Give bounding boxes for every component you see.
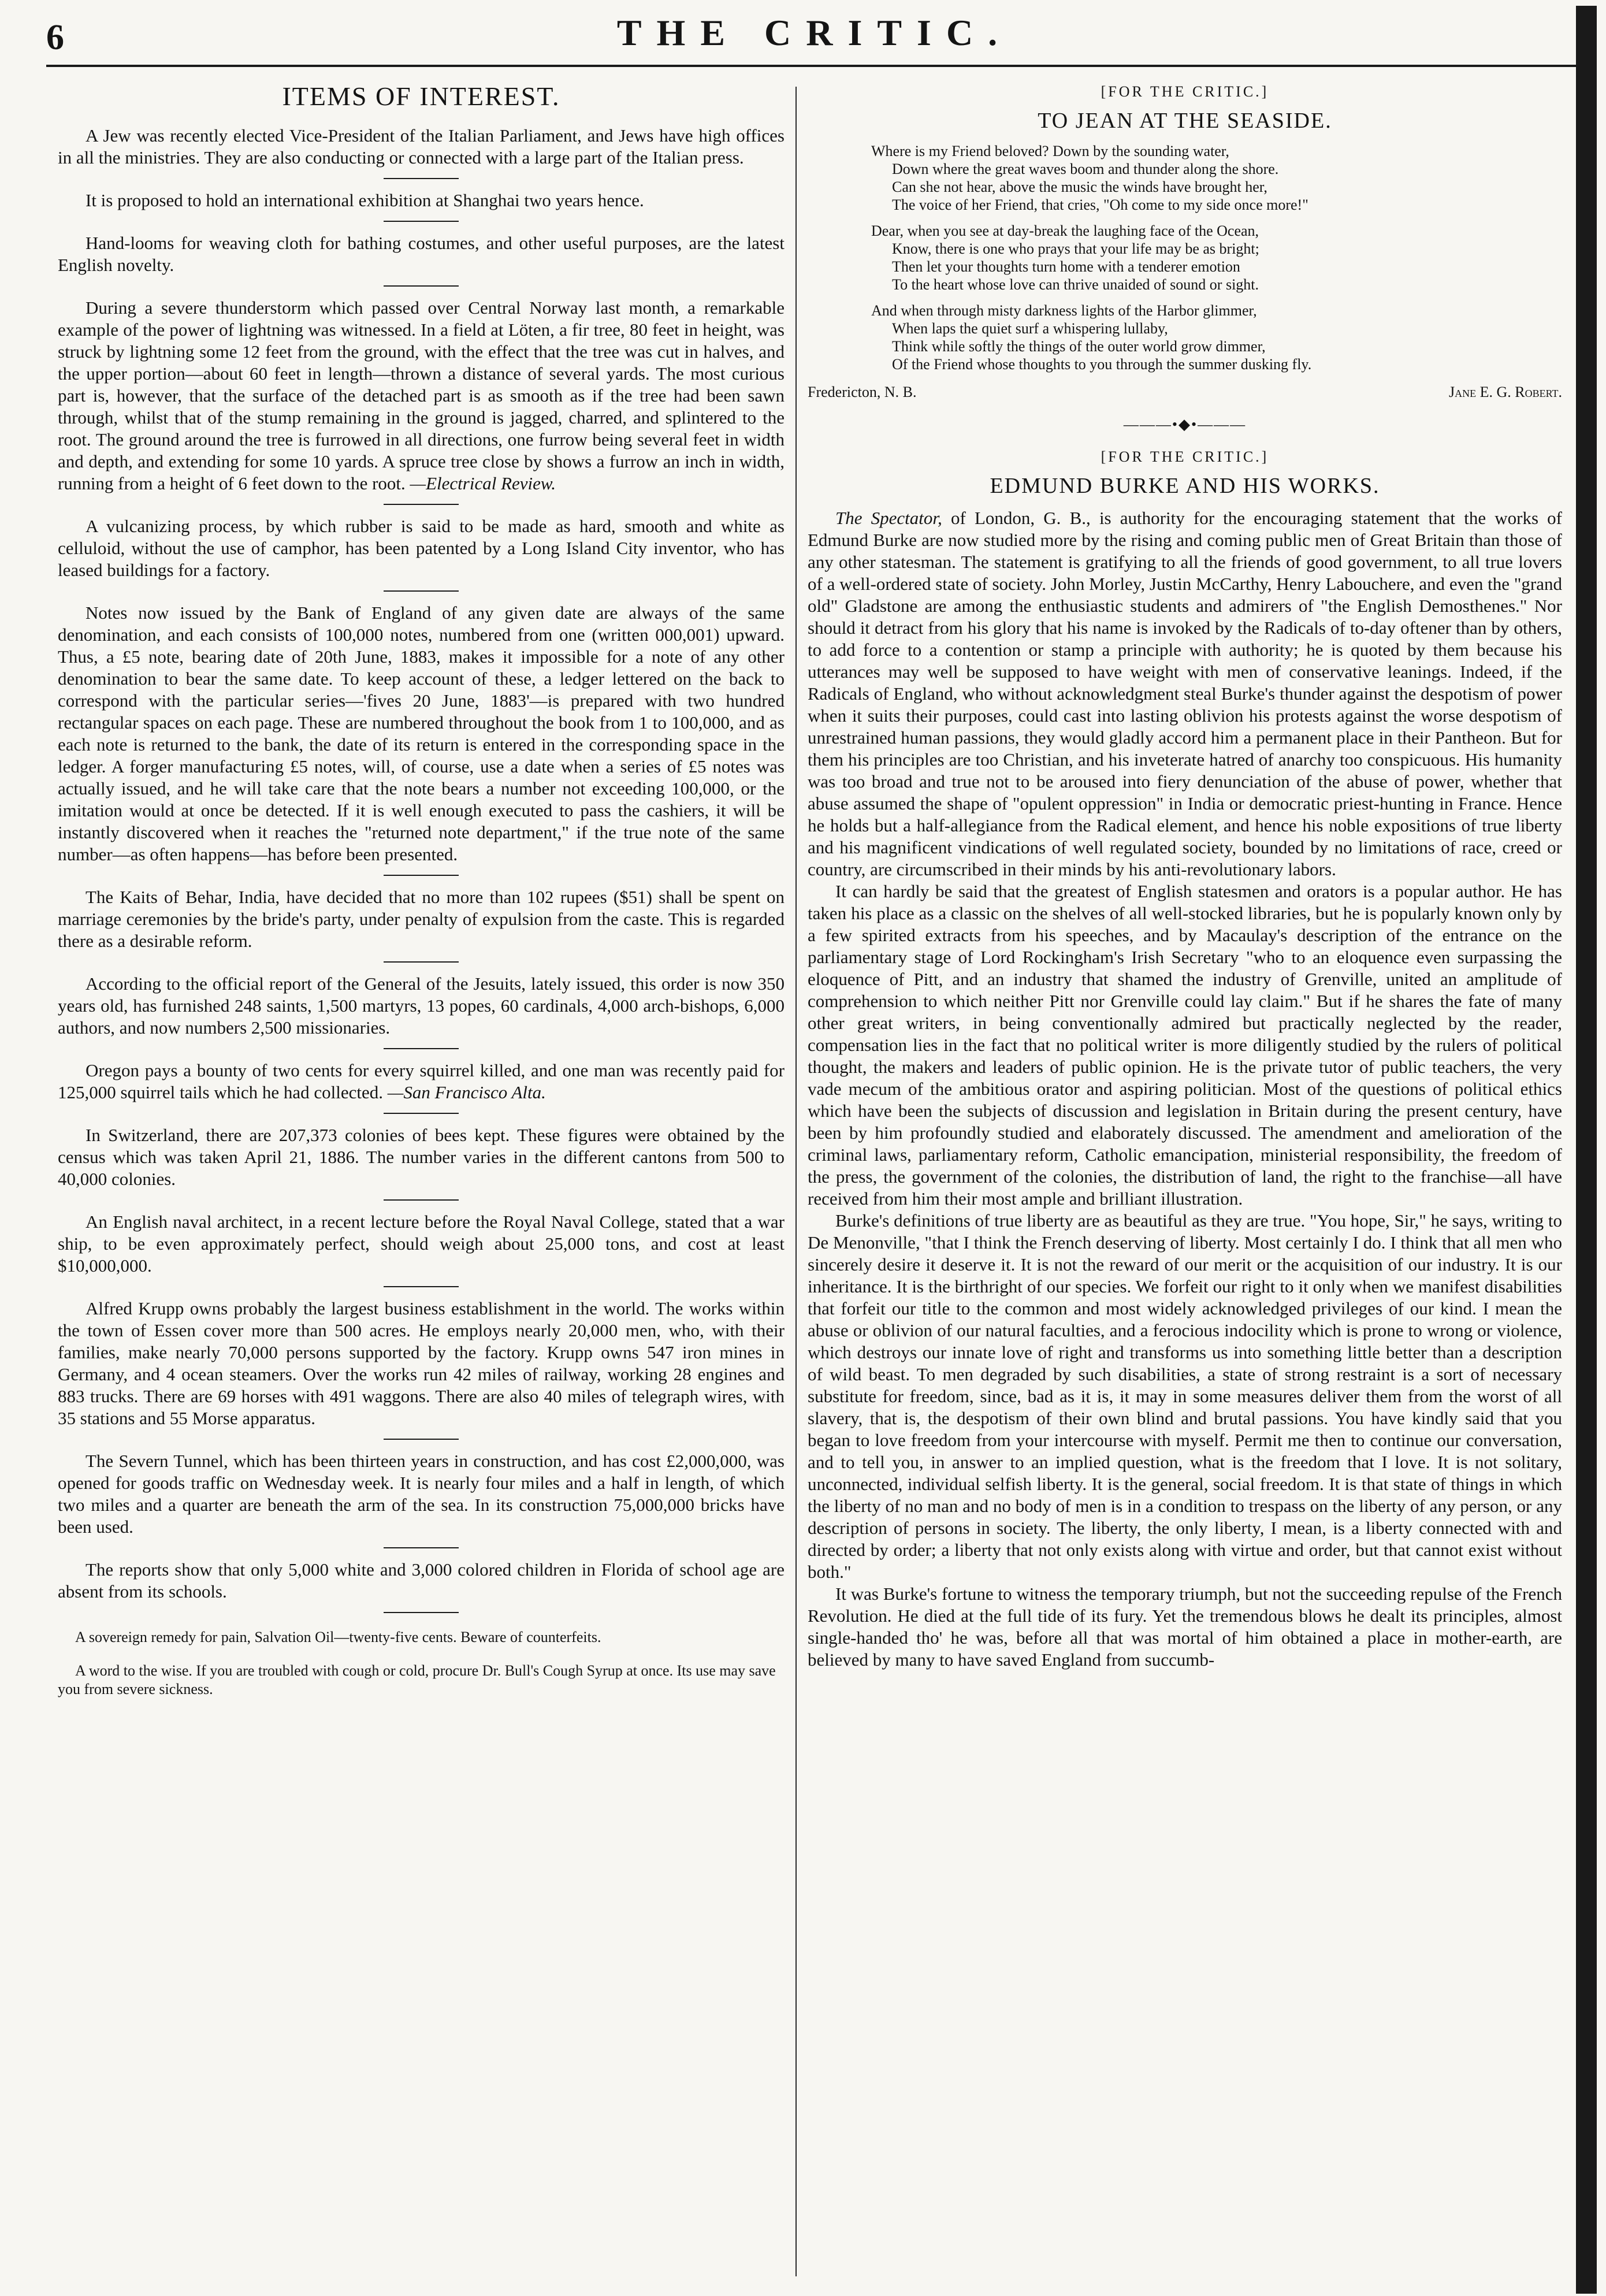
article-paragraph-text: It can hardly be said that the greatest of English statesmen and orators is a popular author. He has taken his place as a classic on the shelves of all well-stocked libraries, but he is popularly known only by a few spirited extracts from his speeches, and by Macaulay's description of the entrance on the parliamentary stage of Lord Rockingham's Irish Secretary "who to an eloquence even surpassing the eloquence of Pitt, and an industry that shamed the industry of Grenville, united an amplitude of comprehension to which neither Pitt nor Grenville could lay claim." But if he shares the fate of many other great writers, in being conventionally admired but practically neglected by the reader, compensation lies in the fact that no political writer is more diligently studied by the rulers of political thought, the makers and leaders of public opinion. He is the private tutor of public teachers, the very vade mecum of the ambitious orator and aspiring politician. Most of the questions of political ethics which have been the subjects of discussion and legislation in Britain during the present century, have been by him profoundly studied and elaborately discussed. The amendment and amelioration of the criminal laws, parliamentary reform, Catholic emancipation, ministerial responsibility, the freedom of the press, the government of the colonies, the distribution of land, the right to the franchise—all have received from him their most ample and brilliant illustration.	[808, 881, 1562, 1209]
news-item	[58, 973, 785, 1039]
poem-signature	[808, 381, 1562, 403]
article-body	[808, 507, 1562, 1671]
poem-line: The voice of her Friend, that cries, "Oh come to my side once more!"	[892, 196, 1308, 213]
divider	[384, 1113, 459, 1114]
news-item	[58, 190, 785, 211]
divider	[384, 504, 459, 505]
divider	[384, 178, 459, 179]
news-item-body: The Kaits of Behar, India, have decided that no more than 102 rupees ($51) shall be spent on marriage ceremonies by the bride's party, under penalty of expulsion from the caste. This is regarded there as a desirable reform.	[58, 887, 785, 951]
news-item	[58, 1211, 785, 1277]
poem-body	[808, 142, 1562, 373]
news-item-text	[58, 1450, 785, 1538]
news-item-source: —Electrical Review.	[410, 473, 556, 493]
news-item-text	[58, 973, 785, 1039]
divider	[384, 1612, 459, 1613]
poem-line: Then let your thoughts turn home with a tenderer emotion	[892, 258, 1240, 275]
news-item-body: In Switzerland, there are 207,373 colonies of bees kept. These figures were obtained by the census which was taken April 21, 1886. The number varies in the different cantons from 500 to 40,000 colonies.	[58, 1125, 785, 1189]
items-list	[58, 125, 785, 1603]
poem-line: And when through misty darkness lights of the Harbor glimmer,	[871, 302, 1257, 319]
news-item	[58, 125, 785, 169]
divider	[384, 1439, 459, 1440]
poem-title: TO JEAN AT THE SEASIDE.	[1038, 109, 1332, 133]
news-item-text	[58, 1298, 785, 1429]
ornamental-divider: ———•◆•———	[1123, 416, 1247, 433]
news-item-text	[58, 886, 785, 952]
news-item-body: It is proposed to hold an international exhibition at Shanghai two years hence.	[85, 190, 644, 210]
divider	[384, 1547, 459, 1548]
news-item	[58, 297, 785, 495]
news-item-body: Oregon pays a bounty of two cents for every squirrel killed, and one man was recently paid for 125,000 squirrel tails which he had collected.	[58, 1060, 785, 1102]
news-item-body: A vulcanizing process, by which rubber is said to be made as hard, smooth and white as celluloid, without the use of camphor, has been patented by a Long Island City inventor, who has leased buildings for a factory.	[58, 516, 785, 580]
poem-line: Dear, when you see at day-break the laughing face of the Ocean,	[871, 222, 1259, 239]
column-divider	[795, 87, 797, 2276]
news-item-text	[58, 515, 785, 581]
article-paragraph-text: It was Burke's fortune to witness the temporary triumph, but not the succeeding repulse of the French Revolution. He died at the full tide of its fury. Yet the tremendous blows he dealt its principles, almost single-handed tho' he was, before all that was mortal of him obtained a place in mother-earth, are believed by many to have saved England from succumb-	[808, 1584, 1562, 1670]
news-item	[58, 1060, 785, 1104]
news-item-text	[58, 190, 785, 211]
news-item-source: —San Francisco Alta.	[387, 1082, 546, 1102]
news-item-body: Alfred Krupp owns probably the largest business establishment in the world. The works within the town of Essen cover more than 500 acres. He employs nearly 20,000 men, who, with their families, make nearly 70,000 persons supported by the factory. Krupp owns 547 iron mines in Germany, and 4 ocean steamers. Over the works run 42 miles of railway, working 28 engines and 883 trucks. There are 69 horses with 491 waggons. There are also 40 miles of telegraph wires, with 35 stations and 55 Morse apparatus.	[58, 1298, 785, 1428]
news-item-text	[58, 297, 785, 495]
news-item-text	[58, 1060, 785, 1104]
divider	[384, 1048, 459, 1049]
news-item-body: A Jew was recently elected Vice-President of the Italian Parliament, and Jews have high offices in all the ministries. They are also conducting or connected with a large part of the Italian press.	[58, 125, 785, 168]
news-item-text	[58, 1559, 785, 1603]
news-item-text	[58, 1124, 785, 1190]
poem-line: Where is my Friend beloved? Down by the sounding water,	[871, 143, 1229, 159]
article-paragraph	[808, 507, 1562, 880]
article-paragraph	[808, 1210, 1562, 1583]
page-number: 6	[46, 18, 64, 57]
page-edge-bar	[1576, 6, 1597, 2294]
poem-line: When laps the quiet surf a whispering lullaby,	[892, 320, 1168, 337]
article-kicker: [FOR THE CRITIC.]	[1101, 448, 1269, 465]
article-paragraph-lead: The Spectator,	[835, 508, 942, 528]
poem-line: Down where the great waves boom and thunder along the shore.	[892, 161, 1279, 177]
news-item	[58, 1559, 785, 1603]
poem-stanza	[871, 302, 1562, 373]
news-item-body: An English naval architect, in a recent lecture before the Royal Naval College, stated that a war ship, to be even approximately perfect, should weigh about 25,000 tons, and cost at least $10,000,000.	[58, 1212, 785, 1276]
masthead-title: THE CRITIC.	[616, 12, 1013, 53]
news-item-text	[58, 232, 785, 276]
poem-author: Jane E. G. Robert.	[1448, 384, 1562, 400]
news-item-body: Hand-looms for weaving cloth for bathing costumes, and other useful purposes, are the latest English novelty.	[58, 233, 785, 275]
poem-line: Think while softly the things of the outer world grow dimmer,	[892, 338, 1266, 355]
divider	[384, 961, 459, 963]
news-item-text	[58, 602, 785, 865]
news-item	[58, 602, 785, 865]
section-title: ITEMS OF INTEREST.	[282, 81, 560, 111]
news-item-body: During a severe thunderstorm which passed over Central Norway last month, a remarkable example of the power of lightning was witnessed. In a field at Löten, a fir tree, 80 feet in height, was struck by lightning some 12 feet from the ground, with the effect that the tree was cut in halves, and the upper portion—about 60 feet in length—thrown a distance of several yards. The most curious part is, however, that the surface of the detached part is as smooth as if the tree had been sawn through, whilst that of the stump remaining in the ground is jagged, charred, and splintered to the root. The ground around the tree is furrowed in all directions, one furrow being several feet in width and depth, and extending for some 10 yards. A spruce tree close by shows a furrow an inch in width, running from a height of 6 feet down to the root.	[58, 298, 785, 493]
divider	[384, 221, 459, 222]
news-item	[58, 1124, 785, 1190]
article-paragraph	[808, 1583, 1562, 1671]
news-item-text	[58, 125, 785, 169]
news-item	[58, 886, 785, 952]
poem-line: Can she not hear, above the music the winds have brought her,	[892, 179, 1267, 195]
poem-kicker: [FOR THE CRITIC.]	[1101, 83, 1269, 100]
news-item-body: The reports show that only 5,000 white and 3,000 colored children in Florida of school age are absent from its schools.	[58, 1559, 785, 1602]
poem-line: Know, there is one who prays that your life may be as bright;	[892, 240, 1259, 257]
poem-line: Of the Friend whose thoughts to you through the summer dusking fly.	[892, 356, 1312, 373]
poem-place: Fredericton, N. B.	[808, 384, 917, 400]
poem-stanza	[871, 222, 1562, 293]
divider	[384, 285, 459, 287]
left-column	[58, 81, 785, 1704]
notice-text: A sovereign remedy for pain, Salvation Oil—twenty-five cents. Beware of counterfeits.	[75, 1629, 601, 1645]
news-item-body: According to the official report of the General of the Jesuits, lately issued, this order is now 350 years old, has furnished 248 saints, 1,500 martyrs, 13 popes, 60 cardinals, 4,000 arch-bishops, 6,000 authors, and now numbers 2,500 missionaries.	[58, 974, 785, 1038]
page-header	[46, 0, 1583, 69]
divider	[384, 875, 459, 876]
article-paragraph	[808, 880, 1562, 1210]
right-column	[808, 81, 1562, 1671]
divider	[384, 590, 459, 592]
poem-line: To the heart whose love can thrive unaided of sound or sight.	[892, 276, 1259, 293]
article-paragraph-text: of London, G. B., is authority for the encouraging statement that the works of Edmund Burke are now studied more by the rising and coming public men of Great Britain than those of any other statesman. The statement is gratifying to all the friends of good government, to all true lovers of a well-ordered state of society. John Morley, Justin McCarthy, Henry Labouchere, and even the "grand old" Gladstone are among the enthusiastic students and admirers of "the English Demosthenes." Nor should it detract from his glory that his name is invoked by the Radicals of to-day oftener than by others, to add force to a contention or stamp a principle with authority; he is quoted by them because his utterances may well be supposed to have weight with men of conservative leanings. Indeed, if the Radicals of England, who without acknowledgment steal Burke's thunder against the despotism of power when it suits their purposes, could cast into lasting oblivion his protests against the worse despotism of unrestrained human passions, they would gladly accord him a permanent place in their Pantheon. But for them his principles are too Christian, and his inveterate hatred of anarchy too conspicuous. His humanity was too broad and true not to be aroused into fiery denunciation of the abuse of power, whether that abuse assumed the shape of "opulent oppression" in India or democratic priest-hunting in France. Hence he holds but a half-allegiance from the Radical element, and hence his noble expositions of true liberty and his magnificent vindications of well regulated society, bounded by no limitations of race, creed or country, are circumscribed in their minds by his anti-revolutionary labors.	[808, 508, 1563, 879]
article-title: EDMUND BURKE AND HIS WORKS.	[990, 474, 1380, 498]
news-item	[58, 515, 785, 581]
notice-text: A word to the wise. If you are troubled with cough or cold, procure Dr. Bull's Cough Syrup at once. Its use may save you from severe sickness.	[58, 1662, 776, 1697]
poem-stanza	[871, 142, 1562, 214]
header-rule	[46, 65, 1583, 67]
news-item	[58, 1298, 785, 1429]
advertisement-notices	[58, 1628, 785, 1699]
news-item-body: The Severn Tunnel, which has been thirteen years in construction, and has cost £2,000,000, was opened for goods traffic on Wednesday week. It is nearly four miles and a half in length, of which two miles and a quarter are beneath the arm of the sea. In its construction 75,000,000 bricks have been used.	[58, 1451, 785, 1537]
news-item	[58, 232, 785, 276]
news-item	[58, 1450, 785, 1538]
divider	[384, 1199, 459, 1201]
divider	[384, 1286, 459, 1287]
article-paragraph-text: Burke's definitions of true liberty are as beautiful as they are true. "You hope, Sir," he says, writing to De Menonville, "that I think the French deserving of liberty. Most certainly I do. I think that all men who sincerely desire it deserve it. It is not the reward of our merit or the acquisition of our industry. It is our inheritance. It is the birthright of our species. We forfeit our right to it only when we manifest disabilities that forfeit our title to the common and most widely acknowledged privileges of our kind. I mean the abuse or oblivion of our natural faculties, and a ferocious indocility which is prone to wrong or violence, which destroys our innate love of right and transforms us into something little better than a description of wild beast. To men degraded by such disabilities, a state of strong restraint is a sort of necessary substitute for freedom, since, bad as it is, it may in some measures deliver them from the worst of all slavery, that is, the despotism of their own blind and brutal passions. You have kindly said that you began to love freedom from your intercourse with myself. Permit me then to continue our conversation, and to tell you, in answer to an implied question, what is the freedom that I love. It is not solitary, unconnected, individual selfish liberty. It is the general, social freedom. It is that state of things in which the liberty of no man and no body of men is in a condition to trespass on the liberty of any person, or any description of persons in society. The liberty, the only liberty, I mean, is a liberty connected with and directed by order; a liberty that not only exists along with virtue and order, but that cannot exist without both."	[808, 1210, 1562, 1582]
news-item-body: Notes now issued by the Bank of England of any given date are always of the same denomination, and each consists of 100,000 notes, numbered from one (written 000,001) upward. Thus, a £5 note, bearing date of 20th June, 1883, makes it impossible for a note of any other denomination to bear the same date. To keep account of these, a ledger lettered on the back to correspond with the particular series—'fives 20 June, 1883'—is prepared with two hundred rectangular spaces on each page. These are numbered throughout the book from 1 to 100,000, and as each note is returned to the bank, the date of its return is entered in the corresponding space in the ledger. A forger manufacturing £5 notes, will, of course, use a date when a series of £5 notes was actually issued, and he will take care that the note bears a number not exceeding 100,000, or the imitation would at once be detected. If it is well enough executed to pass the cashiers, it will be instantly discovered when it reaches the "returned note department," if the true note of the same number—as often happens—has before been presented.	[58, 603, 785, 864]
news-item-text	[58, 1211, 785, 1277]
